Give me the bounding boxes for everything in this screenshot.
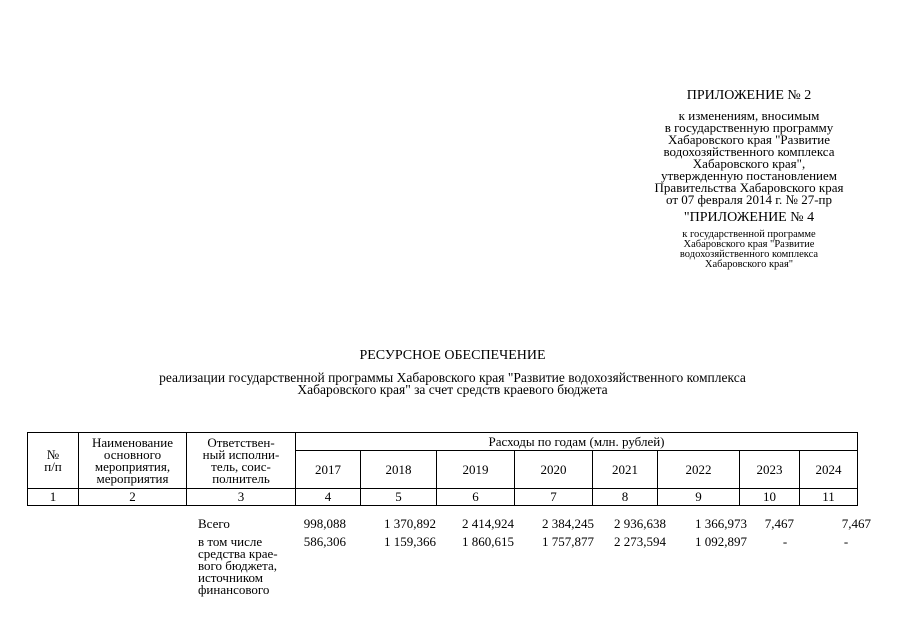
expenses-header: Расходы по годам (млн. рублей) xyxy=(296,433,858,451)
value-cell: - xyxy=(782,534,788,549)
appendix-text xyxy=(620,110,878,206)
appendix-block xyxy=(620,88,878,270)
value-cell: 2 384,245 xyxy=(542,516,594,531)
appendix2-title: "ПРИЛОЖЕНИЕ № 4 xyxy=(683,210,815,225)
appendix2-text xyxy=(620,230,878,270)
resource-table xyxy=(27,432,858,506)
column-number: 2 xyxy=(79,489,187,506)
appendix-line: водохозяйственного комплекса xyxy=(663,144,835,159)
year-header: 2020 xyxy=(515,451,593,489)
column-number: 8 xyxy=(593,489,658,506)
appendix-line: Правительства Хабаровского края xyxy=(654,180,844,195)
appendix-line: к изменениям, вносимым xyxy=(678,108,820,123)
appendix-line: от 07 февраля 2014 г. № 27-пр xyxy=(666,192,832,207)
year-header: 2019 xyxy=(437,451,515,489)
appendix-title: ПРИЛОЖЕНИЕ № 2 xyxy=(686,88,812,103)
value-cell: 7,467 xyxy=(841,516,871,531)
year-header: 2022 xyxy=(658,451,740,489)
col-name-header: Наименование основного мероприятия, мероприятия xyxy=(79,433,187,489)
appendix2-line: водохозяйственного комплекса xyxy=(679,249,819,260)
value-cell: 2 414,924 xyxy=(462,516,514,531)
row-label: в том числе средства крае- вого бюджета, источником финансового xyxy=(198,534,278,597)
appendix-line: в государственную программу xyxy=(664,120,834,135)
appendix2-line: к государственной программе xyxy=(682,229,816,240)
value-cell: 1 757,877 xyxy=(542,534,594,549)
value-cell: 586,306 xyxy=(303,534,346,549)
appendix-line: Хабаровского края", xyxy=(692,156,806,171)
appendix-line: Хабаровского края "Развитие xyxy=(667,132,831,147)
value-cell: 1 159,366 xyxy=(384,534,436,549)
appendix2-line: Хабаровского края" xyxy=(704,259,794,270)
column-number: 5 xyxy=(361,489,437,506)
year-header: 2017 xyxy=(296,451,361,489)
value-cell: 1 092,897 xyxy=(695,534,747,549)
value-cell: 1 370,892 xyxy=(384,516,436,531)
value-cell: 2 936,638 xyxy=(614,516,666,531)
document-subtitle xyxy=(60,372,845,396)
appendix-line: утвержденную постановлением xyxy=(660,168,837,183)
col-executor-header: Ответствен- ный исполни- тель, соис- полнитель xyxy=(187,433,296,489)
column-number: 11 xyxy=(800,489,858,506)
subtitle-line: реализации государственной программы Хабаровского края "Развитие водохозяйственного комплекса xyxy=(159,370,746,385)
subtitle-line: Хабаровского края" за счет средств краевого бюджета xyxy=(297,382,608,397)
document-title: РЕСУРСНОЕ ОБЕСПЕЧЕНИЕ xyxy=(359,348,546,363)
col-number-header: № п/п xyxy=(28,433,79,489)
value-cell: 998,088 xyxy=(303,516,346,531)
year-header: 2024 xyxy=(800,451,858,489)
value-cell: 7,467 xyxy=(764,516,794,531)
column-number: 6 xyxy=(437,489,515,506)
column-number: 3 xyxy=(187,489,296,506)
value-cell: 1 860,615 xyxy=(462,534,514,549)
year-header: 2021 xyxy=(593,451,658,489)
row-label: Всего xyxy=(198,516,230,531)
value-cell: 2 273,594 xyxy=(614,534,666,549)
column-number: 7 xyxy=(515,489,593,506)
column-number: 9 xyxy=(658,489,740,506)
column-number: 10 xyxy=(740,489,800,506)
value-cell: 1 366,973 xyxy=(695,516,747,531)
year-header: 2018 xyxy=(361,451,437,489)
year-header: 2023 xyxy=(740,451,800,489)
appendix2-line: Хабаровского края "Развитие xyxy=(683,239,815,250)
column-number: 1 xyxy=(28,489,79,506)
value-cell: - xyxy=(843,534,849,549)
column-number: 4 xyxy=(296,489,361,506)
